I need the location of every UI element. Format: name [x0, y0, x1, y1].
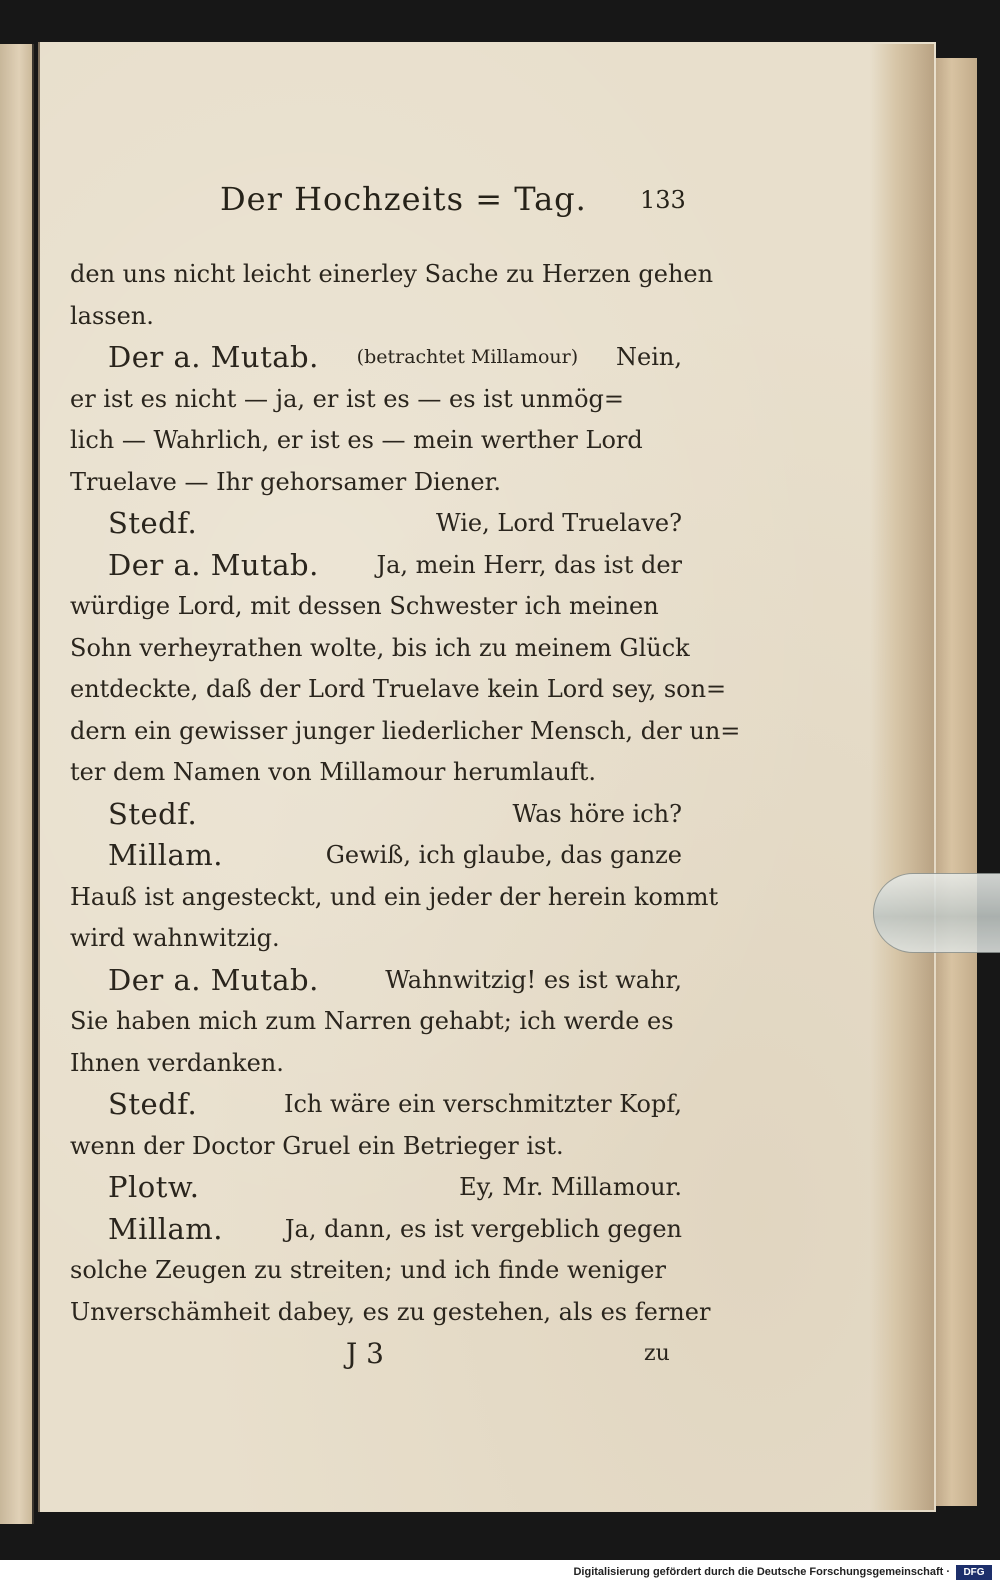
running-title: Der Hochzeits = Tag.	[220, 180, 587, 218]
text-line	[70, 1167, 682, 1209]
speaker-name: Plotw.	[108, 1170, 200, 1204]
line-text: lassen.	[70, 301, 154, 330]
line-text: Was höre ich?	[512, 799, 682, 828]
text-line	[70, 1292, 711, 1334]
line-text: er ist es nicht — ja, er ist es — es ist unmög=	[70, 384, 625, 413]
text-line	[70, 752, 682, 794]
text-line	[70, 1250, 682, 1292]
speaker-name: Stedf.	[108, 1087, 198, 1121]
line-text: entdeckte, daß der Lord Truelave kein Lord sey, son=	[70, 675, 727, 703]
speaker-name: Der a. Mutab.	[108, 340, 319, 374]
text-line	[70, 296, 682, 338]
catchword: zu	[644, 1341, 670, 1366]
line-text: wird wahnwitzig.	[70, 924, 280, 952]
line-text: wenn der Doctor Gruel ein Betrieger ist.	[70, 1131, 564, 1160]
footer-bar	[0, 1560, 1000, 1587]
text-line	[70, 1043, 682, 1085]
speaker-name: Der a. Mutab.	[108, 547, 319, 582]
line-text: würdige Lord, mit dessen Schwester ich meinen	[70, 592, 659, 620]
line-text: Ey, Mr. Millamour.	[459, 1173, 682, 1201]
text-line	[70, 545, 682, 587]
text-line	[70, 254, 714, 296]
speaker-name: Millam.	[108, 838, 224, 872]
text-line	[70, 628, 690, 670]
line-text: Ja, mein Herr, das ist der	[376, 550, 682, 579]
text-line	[70, 1001, 682, 1043]
dfg-logo: DFG	[956, 1565, 992, 1580]
line-text: lich — Wahrlich, er ist es — mein werther Lord	[70, 426, 643, 454]
text-line	[70, 379, 682, 421]
facing-page-edge	[0, 44, 34, 1524]
page-number: 133	[640, 186, 686, 214]
line-text: den uns nicht leicht einerley Sache zu Herzen gehen	[70, 260, 714, 288]
text-line	[70, 794, 682, 836]
text-line	[70, 503, 682, 545]
line-text: Truelave — Ihr gehorsamer Diener.	[70, 467, 502, 496]
line-text: Wie, Lord Truelave?	[436, 509, 682, 537]
text-line	[70, 586, 682, 628]
text-line	[70, 420, 682, 462]
line-text: Hauß ist angesteckt, und ein jeder der herein kommt	[70, 882, 719, 911]
line-text: solche Zeugen zu streiten; und ich finde weniger	[70, 1256, 666, 1284]
text-line	[70, 960, 682, 1002]
line-text: Wahnwitzig! es ist wahr,	[385, 965, 682, 994]
line-text: Ja, dann, es ist vergeblich gegen	[284, 1214, 682, 1243]
underlying-pages	[930, 58, 977, 1506]
page-fore-edge	[870, 44, 934, 1510]
line-text: Sohn verheyrathen wolte, bis ich zu meinem Glück	[70, 633, 690, 662]
signature-mark: J 3	[346, 1337, 384, 1370]
speaker-name: Der a. Mutab.	[108, 962, 319, 997]
text-line	[70, 337, 682, 379]
text-line	[70, 1126, 682, 1168]
line-text: Sie haben mich zum Narren gehabt; ich werde es	[70, 1007, 674, 1035]
line-text: Ihnen verdanken.	[70, 1048, 284, 1077]
line-text: Unverschämheit dabey, es zu gestehen, als es ferner	[70, 1297, 711, 1326]
text-line	[70, 1209, 682, 1251]
page-clip	[873, 873, 1000, 953]
line-text: Gewiß, ich glaube, das ganze	[325, 841, 682, 869]
text-line	[70, 835, 682, 877]
book-page	[38, 42, 936, 1512]
body-text	[70, 254, 741, 1333]
text-line	[70, 669, 727, 711]
text-line	[70, 462, 682, 504]
line-text: Ich wäre ein verschmitzter Kopf,	[283, 1090, 682, 1118]
text-line	[70, 918, 682, 960]
line-text: ter dem Namen von Millamour herumlauft.	[70, 758, 596, 786]
speaker-name: Stedf.	[108, 506, 198, 540]
text-line	[70, 877, 719, 919]
digitization-credit: Digitalisierung gefördert durch die Deutsche Forschungsgemeinschaft ·	[573, 1566, 950, 1578]
speaker-name: Millam.	[108, 1211, 224, 1246]
text-line	[70, 711, 741, 753]
running-head	[40, 180, 936, 224]
text-line	[70, 1084, 682, 1126]
speaker-name: Stedf.	[108, 796, 198, 831]
line-text: Nein,	[616, 343, 682, 371]
stage-direction: (betrachtet Millamour)	[356, 346, 579, 368]
page-footer-marks	[40, 1337, 936, 1377]
line-text: dern ein gewisser junger liederlicher Mensch, der un=	[70, 716, 741, 745]
